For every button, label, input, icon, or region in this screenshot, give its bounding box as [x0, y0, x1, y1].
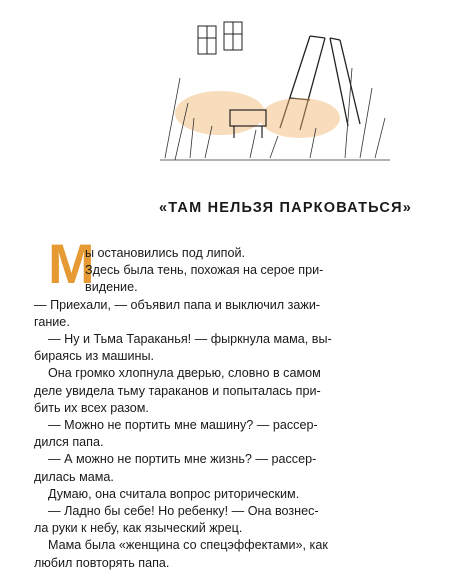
- text-line: — Приехали, — объявил папа и выключил зажи-: [34, 297, 321, 312]
- text-line: — А можно не портить мне жизнь? — рассер-: [48, 452, 317, 467]
- text-line: дилась мама.: [34, 469, 114, 484]
- building-windows-icon: [198, 22, 242, 54]
- text-line: Мама была «женщина со спецэффектами», как: [48, 538, 328, 553]
- text-line: видение.: [85, 280, 138, 295]
- text-line: ла руки к небу, как языческий жрец.: [34, 521, 243, 536]
- illustration-playground: [160, 8, 390, 173]
- text-line: гание.: [34, 314, 70, 329]
- text-line: любил повторять папа.: [34, 555, 170, 570]
- text-line: Думаю, она считала вопрос риторическим.: [48, 486, 300, 501]
- text-line: бираясь из машины.: [34, 349, 155, 364]
- text-line: ы остановились под липой.: [85, 246, 246, 260]
- text-line: бить их всех разом.: [34, 400, 149, 415]
- text-line: — Ладно бы себе! Но ребенку! — Она вознес-: [48, 504, 319, 518]
- text-line: Здесь была тень, похожая на серое при-: [85, 263, 324, 278]
- text-line: Она громко хлопнула дверью, словно в самом: [48, 366, 321, 381]
- text-line: — Можно не портить мне машину? — рассер-: [48, 418, 318, 432]
- text-line: дился папа.: [34, 435, 104, 450]
- chapter-title: «ТАМ НЕЛЬЗЯ ПАРКОВАТЬСЯ»: [158, 200, 412, 216]
- text-line: — Ну и Тьма Тараканья! — фыркнула мама, вы-: [48, 332, 332, 346]
- drop-cap: М: [48, 232, 95, 295]
- text-line: деле увидела тьму тараканов и попыталась при-: [34, 383, 321, 398]
